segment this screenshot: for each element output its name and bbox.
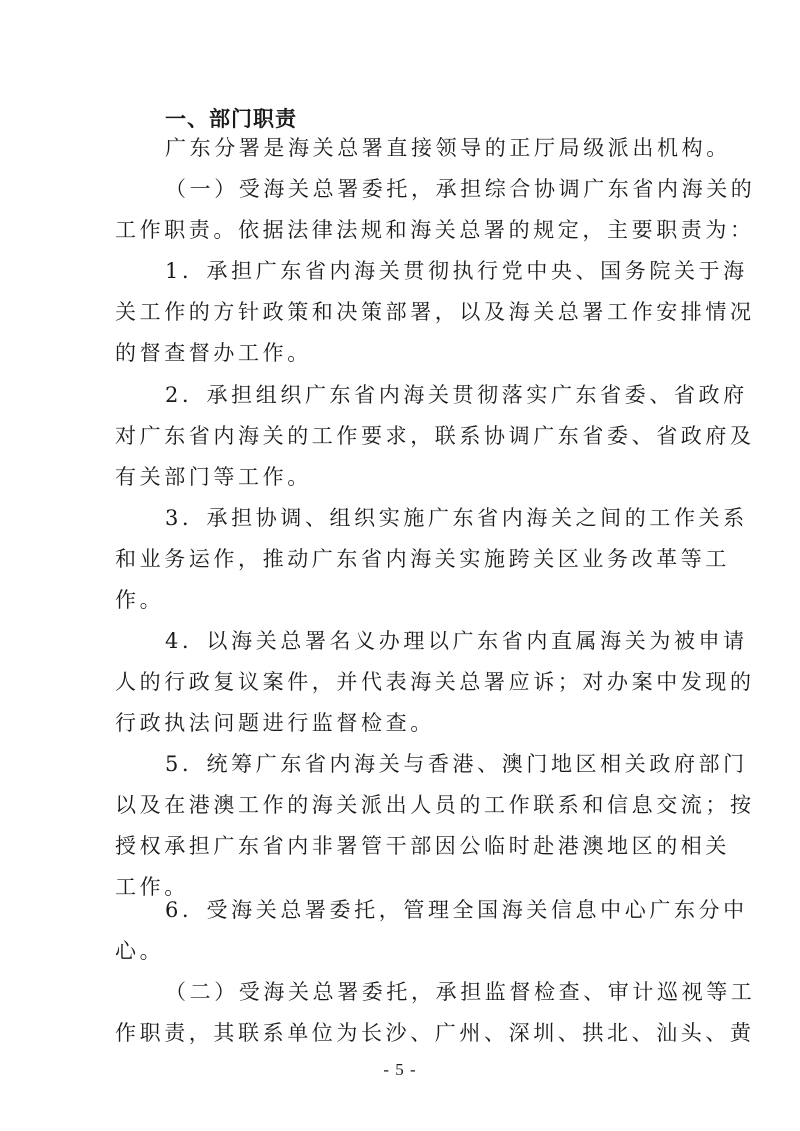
page-number: - 5 - [383,1060,417,1079]
paragraph-line: 6．受海关总署委托，管理全国海关信息中心广东分中 [165,898,748,922]
paragraph-line: 作职责，其联系单位为长沙、广州、深圳、拱北、汕头、黄 [115,1021,755,1045]
paragraph-line: 广东分署是海关总署直接领导的正厅局级派出机构。 [165,136,731,160]
paragraph-line: 工作。 [115,875,189,899]
paragraph-line: （二）受海关总署委托，承担监督检查、审计巡视等工 [165,980,756,1004]
paragraph-line: 以及在港澳工作的海关派出人员的工作联系和信息交流；按 [115,793,755,817]
paragraph-line: 授权承担广东省内非署管干部因公临时赴港澳地区的相关 [115,834,730,858]
paragraph-line: 1．承担广东省内海关贯彻执行党中央、国务院关于海 [165,259,748,283]
paragraph-line: 对广东省内海关的工作要求，联系协调广东省委、省政府及 [115,424,755,448]
paragraph-line: 4．以海关总署名义办理以广东省内直属海关为被申请 [165,629,748,653]
paragraph-line: 3．承担协调、组织实施广东省内海关之间的工作关系 [165,506,748,530]
paragraph-line: 和业务运作，推动广东省内海关实施跨关区业务改革等工 [115,547,730,571]
section-heading: 一、部门职责 [165,107,297,131]
paragraph-line: （一）受海关总署委托，承担综合协调广东省内海关的 [165,177,756,201]
paragraph-line: 工作职责。依据法律法规和海关总署的规定，主要职责为： [115,218,755,242]
paragraph-line: 人的行政复议案件，并代表海关总署应诉；对办案中发现的 [115,670,755,694]
paragraph-line: 作。 [115,588,165,612]
paragraph-line: 心。 [115,939,165,963]
paragraph-line: 的督查督办工作。 [115,341,312,365]
paragraph-line: 2．承担组织广东省内海关贯彻落实广东省委、省政府 [165,383,748,407]
paragraph-line: 行政执法问题进行监督检查。 [115,711,435,735]
paragraph-line: 关工作的方针政策和决策部署，以及海关总署工作安排情况 [115,300,755,324]
paragraph-line: 有关部门等工作。 [115,465,312,489]
paragraph-line: 5．统筹广东省内海关与香港、澳门地区相关政府部门 [165,752,748,776]
